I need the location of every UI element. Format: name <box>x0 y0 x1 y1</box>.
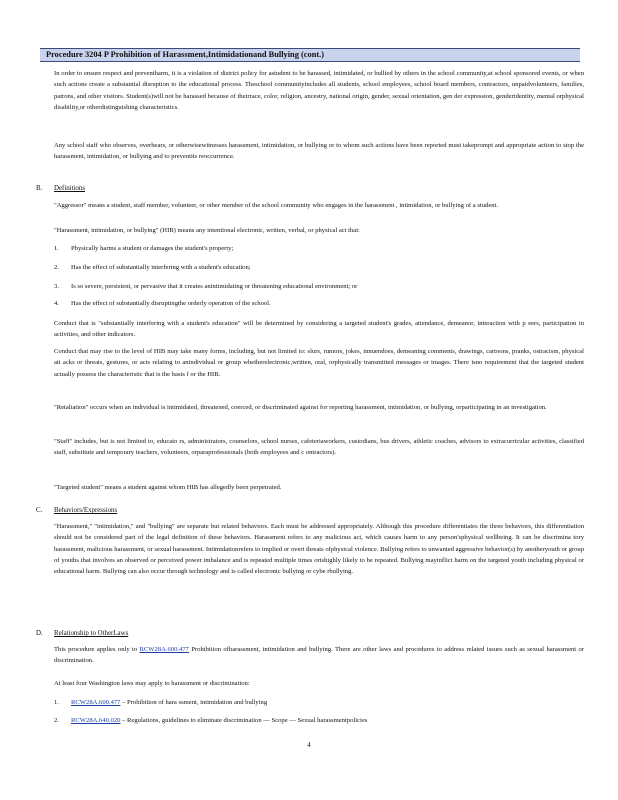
intro-paragraph-1: In order to ensure respect and preventharm, it is a violation of district policy for astudent to be harassed, intimidated, or bullied by others in the school community,at school sponsored events, or when such actions create a substantial disruption to the educational process. Theschool communityincludes all students, school employees, school board members, contractors, unpaidvolunteers, families, patrons, and other visitors. Student(s)will not be harassed because of theirrace, color, religion, ancestry, national origin, gender, sexual orientation, gen der expression, genderidentity, mental orphysical disability,or otherdistinguishing characteristics. <box>54 70 584 111</box>
list-item-text: Physically harms a student or damages the student's property; <box>71 245 234 252</box>
procedure-header-title: Procedure 3204 P Prohibition of Harassment,Intimidationand Bullying (cont.) <box>46 50 325 59</box>
hib-definition: "Harassment, intimidation, or bullying" (HIB) means any intentional electronic, written, verbal, or physical act that: <box>54 227 360 234</box>
section-d-heading <box>36 629 128 639</box>
list-item-number: 1. <box>54 245 59 252</box>
page-number: 4 <box>307 741 311 749</box>
section-c-title: Behaviors/Expressions <box>54 507 118 514</box>
list-item <box>54 244 584 254</box>
list-item <box>54 716 584 726</box>
relationship-paragraph <box>54 644 584 667</box>
list-item <box>54 299 584 309</box>
relationship-text-before: This procedure applies only to <box>54 646 140 653</box>
laws-intro-paragraph: At least four Washington laws may apply to harassment or discrimination: <box>54 680 250 687</box>
list-item-text: Has the effect of substantially disruptingthe orderly operation of the school. <box>71 300 271 307</box>
list-item-number: 3. <box>54 283 59 290</box>
aggressor-definition: "Aggressor" means a student, staff member, volunteer, or other member of the school community who engages in the harassment , intimidation, or bullying of a student. <box>54 202 499 209</box>
rcw-28a-600-477-link[interactable]: RCW28A.600.477 <box>139 646 189 653</box>
section-b-heading <box>36 184 85 194</box>
list-item-text: – Regulations, guidelines to eliminate discrimination — Scope — Sexual harassmentpolicies <box>120 717 368 724</box>
section-c-heading <box>36 506 117 516</box>
intro-paragraph-2: Any school staff who observes, overhears, or otherwisewitnesses harassment, intimidation, or bullying or to whom such actions have been reported must takeprompt and appropriate action to stop the harassment, intimidation, or bullying and to preventits reoccurrence. <box>54 142 584 161</box>
section-d-label: D. <box>36 630 43 637</box>
relationship-text-after: Prohibition ofharassment, intimidation and bullying. There are other laws and procedures to address related issues such as sexual harassment or discrimination. <box>54 646 584 665</box>
list-item <box>54 263 584 273</box>
retaliation-definition: "Retaliation" occurs when an individual is intimidated, threatened, coerced, or discriminated against for reporting harassment, intimidation, or bullying, orparticipating in an investigation. <box>54 404 547 411</box>
section-b-label: B. <box>36 185 43 192</box>
rcw-link[interactable]: RCW28A.640.020 <box>71 717 121 724</box>
list-item <box>54 698 584 708</box>
section-c-label: C. <box>36 507 43 514</box>
list-item-number: 1. <box>54 699 59 706</box>
list-item-number: 2. <box>54 717 59 724</box>
list-item <box>54 282 584 292</box>
list-item-text: – Prohibition of hara ssment, intimidation and bullying <box>120 699 268 706</box>
section-d-title: Relationship to OtherLaws <box>54 630 129 637</box>
section-b-title: Definitions <box>54 185 86 192</box>
procedure-header <box>40 48 580 62</box>
conduct-paragraph-1: Conduct that is "substantially interfering with a student's education" will be determined by considering a targeted student's grades, attendance, demeanor, interaction with p eers, participation in activities, and other indicators. <box>54 320 584 339</box>
list-item-number: 2. <box>54 264 59 271</box>
staff-definition: "Staff" includes, but is not limited to, educato rs, administrators, counselors, school nurses, cafeteriaworkers, custodians, bus drivers, athletic coaches, advisors to extracurricular activities, classified staff, substitute and temporary teachers, volunteers, orparaprofessionals (both employees and c ontractors). <box>54 438 584 457</box>
list-item-number: 4. <box>54 300 59 307</box>
list-item-text: Has the effect of substantially interfering with a student's education; <box>71 264 251 271</box>
list-item-text: Is so severe, persistent, or pervasive that it creates anintimidating or threatening educational environment; or <box>71 283 358 290</box>
targeted-student-definition: "Targeted student" means a student against whom HIB has allegedly been perpetrated. <box>54 484 282 491</box>
behaviors-paragraph: "Harassment," "intimidation," and "bullying" are separate but related behaviors. Each must be addressed appropriately. Although this procedure differentiates the three behaviors, this differentiation should not be considered part of the legal definition of these behaviors. Harassment refers to any malicious act, which causes harm to any person'sphysical wellbeing. It can be discrimina tory harassment, malicious harassment, or sexual harassment. Intimidationrefers to implied or overt threats ofphysical violence. Bullying refers to unwanted aggressive behavior(s) by anotheryouth or group of youths that involves an observed or perceived power imbalance and is repeated multiple times orishighly likely to be repeated. Bullying mayinflict harm on the targeted youth including physical or educational harm. Bullying can also occur through technology and is called electronic bullying or cybe rbullying. <box>54 523 584 576</box>
rcw-link[interactable]: RCW28A.600.477 <box>71 699 121 706</box>
conduct-paragraph-2: Conduct that may rise to the level of HIB may take many forms, including, but not limited to: slurs, rumors, jokes, innuendoes, demeaning comments, drawings, cartoons, pranks, ostracism, physical att acks or threats, gestures, or acts relating to anindividual or group whetherelectronic,written, oral, orphysically transmitted messages or images. There isno requirement that the targeted student actually possess the characteristic that is the basis f or the HIB. <box>54 348 584 378</box>
